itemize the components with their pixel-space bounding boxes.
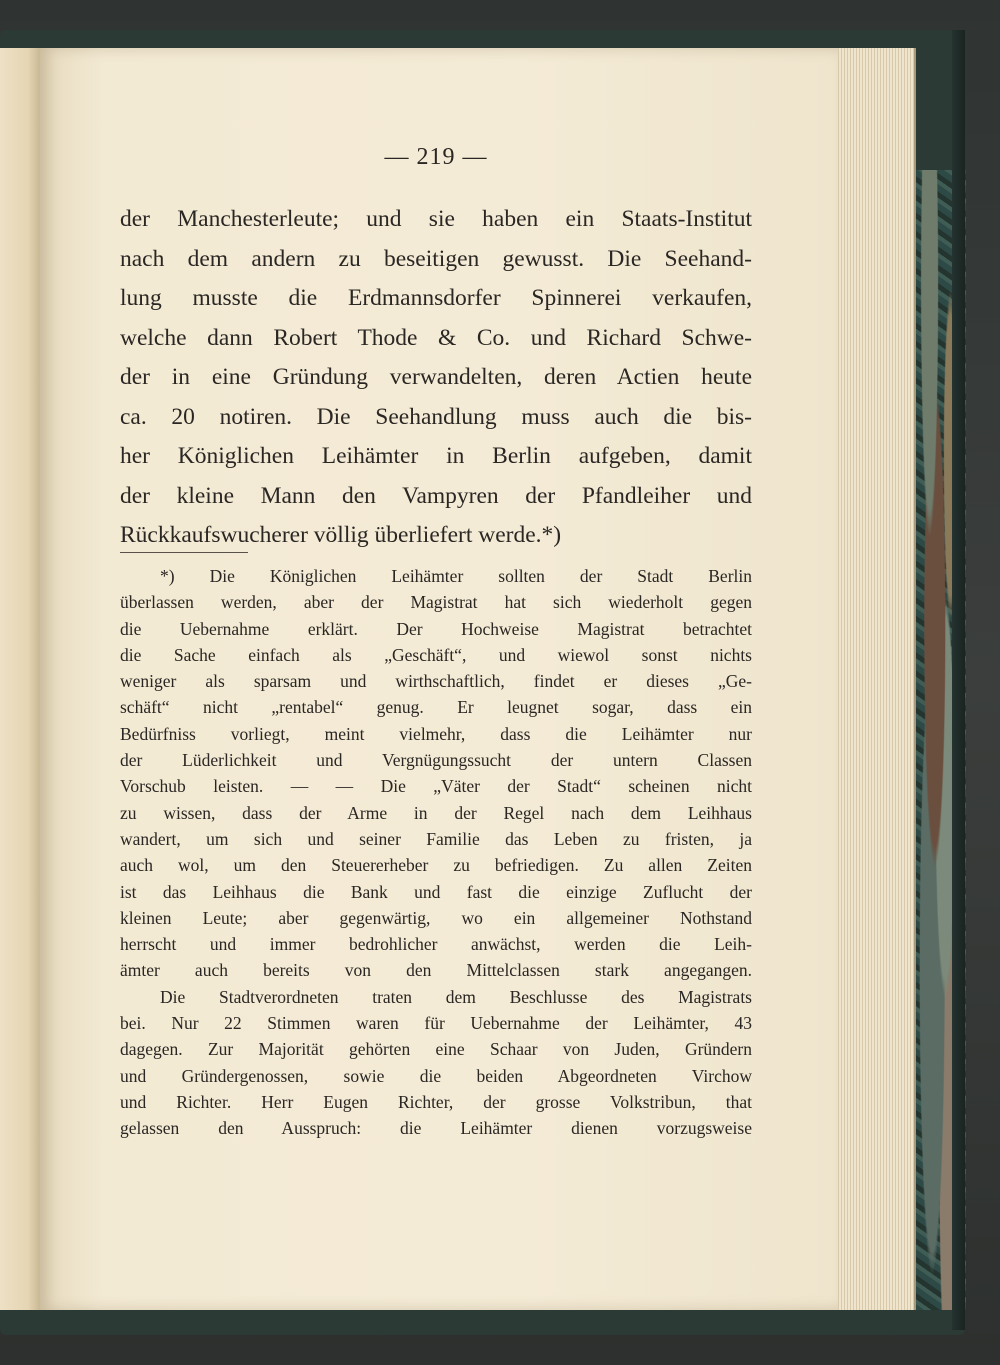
footnote-line: weniger als sparsam und wirthschaftlich, findet er dieses „Ge- — [120, 671, 752, 692]
footnote-line: auch wol, um den Steuererheber zu befriedigen. Zu allen Zeiten — [120, 855, 752, 876]
footnote-line: wandert, um sich und seiner Familie das Leben zu fristen, ja — [120, 828, 752, 849]
main-line: der in eine Gründung verwandelten, deren Actien heute — [120, 364, 752, 390]
footnote-rule — [120, 552, 248, 553]
previous-page-edge — [0, 48, 41, 1310]
book-page — [40, 48, 838, 1310]
footnote-line: und Richter. Herr Eugen Richter, der grosse Volkstribun, that — [120, 1091, 752, 1112]
footnote-line: dagegen. Zur Majorität gehörten eine Schaar von Juden, Gründern — [120, 1039, 752, 1060]
footnote-line: schäft“ nicht „rentabel“ genug. Er leugnet sogar, dass ein — [120, 697, 752, 718]
footnote-line: und Gründergenossen, sowie die beiden Abgeordneten Virchow — [120, 1065, 752, 1086]
footnote-line: die Uebernahme erklärt. Der Hochweise Magistrat betrachtet — [120, 618, 752, 639]
footnote-line: die Sache einfach als „Geschäft“, und wiewol sonst nichts — [120, 644, 752, 665]
footnote-line: Bedürfniss vorliegt, meint vielmehr, dass die Leihämter nur — [120, 723, 752, 744]
footnote-line: Vorschub leisten. — — Die „Väter der Stadt“ scheinen nicht — [120, 776, 752, 797]
footnote-line: ämter auch bereits von den Mittelclassen stark angegangen. — [120, 960, 752, 981]
main-line: ca. 20 notiren. Die Seehandlung muss auch die bis- — [120, 403, 752, 430]
main-line: der kleine Mann den Vampyren der Pfandleiher und — [120, 482, 752, 509]
cover-board-edge — [952, 30, 965, 1330]
footnote-line: der Lüderlichkeit und Vergnügungssucht der untern Classen — [120, 750, 752, 771]
footnote-line: gelassen den Ausspruch: die Leihämter dienen vorzugsweise — [120, 1118, 752, 1139]
footnote-line: Die Stadtverordneten traten dem Beschlusse des Magistrats — [160, 986, 752, 1007]
footnote-line: herrscht und immer bedrohlicher anwächst, werden die Leih- — [120, 934, 752, 955]
footnote-line: überlassen werden, aber der Magistrat hat sich wiederholt gegen — [120, 592, 752, 613]
main-line: lung musste die Erdmannsdorfer Spinnerei verkaufen, — [120, 285, 752, 311]
footnote-line: bei. Nur 22 Stimmen waren für Uebernahme der Leihämter, 43 — [120, 1013, 752, 1034]
footnote-line: *) Die Königlichen Leihämter sollten der Stadt Berlin — [160, 566, 752, 586]
main-line: nach dem andern zu beseitigen gewusst. Die Seehand- — [120, 245, 752, 272]
footnote-line: kleinen Leute; aber gegenwärtig, wo ein allgemeiner Nothstand — [120, 907, 752, 928]
main-paragraph — [120, 200, 752, 556]
main-line: der Manchesterleute; und sie haben ein Staats-Institut — [120, 206, 752, 232]
main-line: welche dann Robert Thode & Co. und Richard Schwe- — [120, 324, 752, 351]
footnote — [120, 563, 752, 1142]
main-line: Rückkaufswucherer völlig überliefert werde.*) — [120, 522, 562, 548]
page-stack-edges — [836, 48, 916, 1310]
footnote-line: zu wissen, dass der Arme in der Regel nach dem Leihhaus — [120, 802, 752, 823]
main-line: her Königlichen Leihämter in Berlin aufgeben, damit — [120, 443, 752, 469]
page-number: — 219 — — [384, 144, 488, 170]
footnote-line: ist das Leihhaus die Bank und fast die einzige Zuflucht der — [120, 881, 752, 902]
